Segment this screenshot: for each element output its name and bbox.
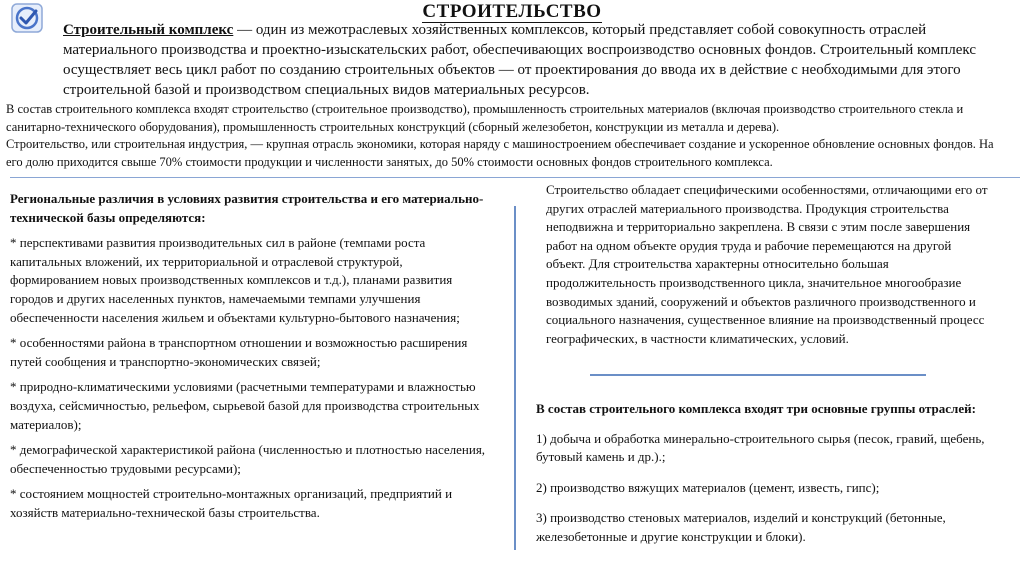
divider-top — [10, 177, 1020, 178]
intro-text: — один из межотраслевых хозяйственных комплексов, который представляет собой совокупность отраслей материального производства и проектно-изыскательских работ, обеспечивающих воспроизводство основных фондов. Строительный комплекс осуществляет весь цикл работ по созданию строительных объектов — от проектирования до ввода их в действие с необходимыми для этого строительной базой и производством специальных видов материальных ресурсов. — [63, 22, 976, 98]
industry-paragraph: Строительство, или строительная индустрия, — крупная отрасль экономики, которая наряду с машиностроением обеспечивает создание и ускоренное обновление основных фондов. На его долю приходится свыше 70% стоимости продукции и численности занятых, до 50% стоимости основных фондов строительного комплекса. — [6, 137, 994, 169]
divider-vertical — [514, 206, 516, 550]
intro-term: Строительный комплекс — [63, 22, 234, 38]
list-item: 3) производство стеновых материалов, изделий и конструкций (бетонные, железобетонные и другие конструкции и блоки). — [536, 510, 946, 544]
groups-heading: В состав строительного комплекса входят три основные группы отраслей: — [536, 401, 976, 416]
list-item: * природно-климатическими условиями (расчетными температурами и влажностью воздуха, сейсмичностью, рельефом, сырьевой базой для производства строительных материалов); — [10, 379, 480, 432]
industry-groups — [536, 400, 1006, 559]
list-item: * демографической характеристикой района (численностью и плотностью населения, обеспеченностью трудовыми ресурсами); — [10, 442, 486, 476]
list-item: * состоянием мощностей строительно-монтажных организаций, предприятий и хозяйств материально-технической базы строительства. — [10, 486, 453, 520]
composition-paragraph: В состав строительного комплекса входят строительство (строительное производство), промышленность строительных материалов (включая производство строительного стекла и санитарно-технического оборудования), промышленность строительных конструкций (сборный железобетон, конструкции из металла и дерева). — [6, 102, 964, 134]
list-item: 2) производство вяжущих материалов (цемент, известь, гипс); — [536, 479, 880, 495]
regional-differences — [10, 190, 488, 530]
list-item: * перспективами развития производительных сил в районе (темпами роста капитальных вложений, их территориальной и отраслевой структурой, формированием новых производственных комплексов и т.д.), планами развития городов и других населенных пунктов, намечаемыми темпами улучшения обеспеченности населения жильем и объектами культурно-бытового назначения; — [10, 235, 460, 325]
composition-block — [6, 101, 1006, 171]
page-title: СТРОИТЕЛЬСТВО — [422, 1, 602, 22]
list-item: 1) добыча и обработка минерально-строительного сырья (песок, гравий, щебень, бутовый камень и др.).; — [536, 430, 985, 465]
construction-features: Строительство обладает специфическими особенностями, отличающими его от других отраслей материального производства. Продукция строительства неподвижна и территориально закреплена. В связи с этим после завершения работ на одном объекте орудия труда и рабочие перемещаются на другой объект. Для строительства характерны относительно большая продолжительность производственного цикла, значительное многообразие возводимых зданий, сооружений и объектов различного производственного и социального назначения, существенное влияние на производственный процесс географических, в частности климатических, условий. — [546, 182, 988, 346]
intro-paragraph — [63, 20, 1003, 100]
divider-middle — [590, 374, 926, 376]
regional-heading: Региональные различия в условиях развития строительства и его материально-технической базы определяются: — [10, 191, 484, 225]
list-item: * особенностями района в транспортном отношении и возможностью расширения путей сообщения и транспортно-экономических связей; — [10, 335, 468, 369]
